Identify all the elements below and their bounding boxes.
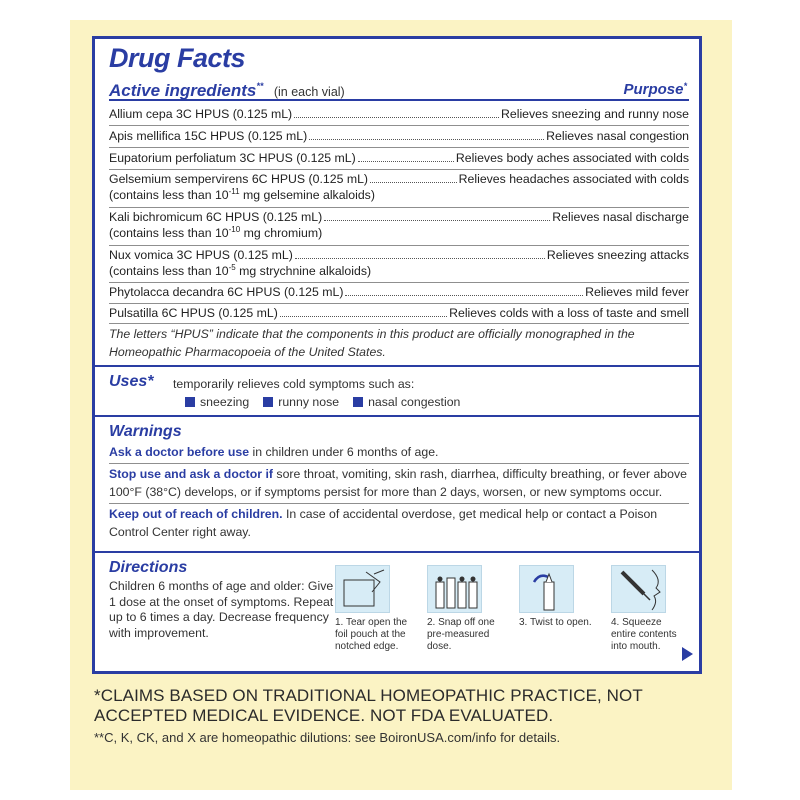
dilutions-note: **C, K, CK, and X are homeopathic dilutions: see BoironUSA.com/info for details. xyxy=(94,730,561,745)
ingredient-name: Allium cepa 3C HPUS (0.125 mL) xyxy=(109,107,293,121)
ingredient-purpose: Relieves mild fever xyxy=(585,285,689,299)
warning-ask-bold: Ask a doctor before use xyxy=(109,445,250,459)
direction-step xyxy=(519,565,597,629)
direction-step xyxy=(335,565,413,653)
direction-step xyxy=(427,565,505,653)
uses-text: temporarily relieves cold symptoms such as: xyxy=(173,377,415,391)
subnote-exp: -11 xyxy=(228,187,240,196)
ingredient-row xyxy=(109,246,689,262)
ingredient-purpose: Relieves nasal congestion xyxy=(546,129,689,143)
ingredient-subnote xyxy=(109,225,322,240)
warnings-label: Warnings xyxy=(109,423,182,440)
subnote-post: mg chromium) xyxy=(240,226,323,241)
warning-ask-text: in children under 6 months of age. xyxy=(249,445,439,459)
ingredient-name: Apis mellifica 15C HPUS (0.125 mL) xyxy=(109,129,308,143)
step-caption: 2. Snap off one pre-measured dose. xyxy=(427,617,495,652)
row-divider xyxy=(109,323,689,324)
subnote-post: mg gelsemine alkaloids) xyxy=(239,188,375,203)
ingredient-purpose: Relieves sneezing attacks xyxy=(546,248,689,262)
uses-section xyxy=(95,365,699,409)
subnote-exp: -5 xyxy=(228,263,236,272)
uses-item xyxy=(185,395,249,409)
vials-icon xyxy=(427,565,482,613)
uses-list xyxy=(185,395,460,409)
active-ingredients-sup: ** xyxy=(256,81,264,91)
uses-item-text: runny nose xyxy=(278,395,340,409)
ingredient-row xyxy=(109,127,689,143)
warning-keep-text: In case of accidental overdose, get medical help or contact a Poison Control Center right away. xyxy=(109,507,658,539)
active-ingredients-label: Active ingredients xyxy=(109,81,257,100)
warning-stop-text: sore throat, vomiting, skin rash, diarrhea, difficulty breathing, or fever above 100°F (38°C) develops, or if symptoms persist for more than 2 days, worsen, or new symptoms occur. xyxy=(109,467,687,499)
ingredient-row xyxy=(109,208,689,224)
row-divider xyxy=(109,125,689,126)
ingredient-name: Kali bichromicum 6C HPUS (0.125 mL) xyxy=(109,210,323,224)
ingredient-row xyxy=(109,105,689,121)
ingredient-row xyxy=(109,149,689,165)
ingredient-name: Phytolacca decandra 6C HPUS (0.125 mL) xyxy=(109,285,344,299)
ingredient-row xyxy=(109,304,689,320)
drug-facts-panel xyxy=(92,36,702,674)
twist-icon xyxy=(519,565,574,613)
foil-pouch-icon xyxy=(335,565,390,613)
ingredient-purpose: Relieves sneezing and runny nose xyxy=(501,107,689,121)
subnote-pre: (contains less than 10 xyxy=(109,226,229,241)
purpose-text: Purpose xyxy=(623,81,684,98)
subnote-pre: (contains less than 10 xyxy=(109,264,229,279)
ingredient-row xyxy=(109,170,689,186)
active-ingredients-note: (in each vial) xyxy=(273,85,345,99)
ingredient-name: Eupatorium perfoliatum 3C HPUS (0.125 mL) xyxy=(109,151,356,165)
purpose-label xyxy=(623,81,687,98)
warnings-section xyxy=(95,415,699,547)
ingredient-purpose: Relieves colds with a loss of taste and smell xyxy=(449,306,689,320)
ingredient-purpose: Relieves nasal discharge xyxy=(552,210,689,224)
uses-label-text: Uses xyxy=(109,373,148,390)
warning-ask-doctor xyxy=(109,443,694,461)
hpus-note: The letters “HPUS” indicate that the components in this product are officially monographed in the Homeopathic Pharmacopoeia of the United States. xyxy=(109,327,635,359)
purpose-sup: * xyxy=(683,81,687,91)
direction-step xyxy=(611,565,689,653)
step-caption: 4. Squeeze entire contents into mouth. xyxy=(611,617,677,652)
arrow-right-icon xyxy=(682,647,693,661)
directions-section xyxy=(95,551,699,671)
uses-label xyxy=(109,373,153,391)
uses-sup: * xyxy=(147,373,154,390)
subnote-post: mg strychnine alkaloids) xyxy=(235,264,372,279)
ingredient-purpose: Relieves headaches associated with colds xyxy=(458,172,689,186)
warning-keep-out xyxy=(109,505,694,541)
uses-item-text: nasal congestion xyxy=(368,395,461,409)
step-caption: 1. Tear open the foil pouch at the notched edge. xyxy=(335,617,408,652)
uses-item xyxy=(353,395,460,409)
row-divider xyxy=(109,463,689,464)
bullet-square-icon xyxy=(353,397,363,407)
bullet-square-icon xyxy=(263,397,273,407)
uses-item-text: sneezing xyxy=(200,395,250,409)
ingredient-name: Pulsatilla 6C HPUS (0.125 mL) xyxy=(109,306,278,320)
active-ingredients-header xyxy=(109,81,689,101)
ingredient-purpose: Relieves body aches associated with colds xyxy=(455,151,689,165)
row-divider xyxy=(109,147,689,148)
ingredient-subnote xyxy=(109,263,371,278)
warning-keep-bold: Keep out of reach of children. xyxy=(109,507,283,521)
subnote-pre: (contains less than 10 xyxy=(109,188,229,203)
claims-disclaimer: *CLAIMS BASED ON TRADITIONAL HOMEOPATHIC PRACTICE, NOT ACCEPTED MEDICAL EVIDENCE. NOT FDA EVALUATED. xyxy=(94,686,643,725)
directions-text: Children 6 months of age and older: Give 1 dose at the onset of symptoms. Repeat up to 6 times a day. Decrease frequency with improvement. xyxy=(109,579,334,640)
squeeze-mouth-icon xyxy=(611,565,666,613)
ingredient-subnote xyxy=(109,187,375,202)
ingredient-row xyxy=(109,283,689,299)
warning-stop-bold: Stop use and ask a doctor if xyxy=(109,467,273,481)
directions-label: Directions xyxy=(109,559,188,576)
row-divider xyxy=(109,503,689,504)
drug-facts-title: Drug Facts xyxy=(109,43,246,73)
uses-item xyxy=(263,395,339,409)
warning-stop-use xyxy=(109,465,694,501)
bullet-square-icon xyxy=(185,397,195,407)
subnote-exp: -10 xyxy=(228,225,241,234)
step-caption: 3. Twist to open. xyxy=(519,617,592,628)
ingredient-name: Nux vomica 3C HPUS (0.125 mL) xyxy=(109,248,293,262)
ingredient-name: Gelsemium sempervirens 6C HPUS (0.125 mL) xyxy=(109,172,368,186)
